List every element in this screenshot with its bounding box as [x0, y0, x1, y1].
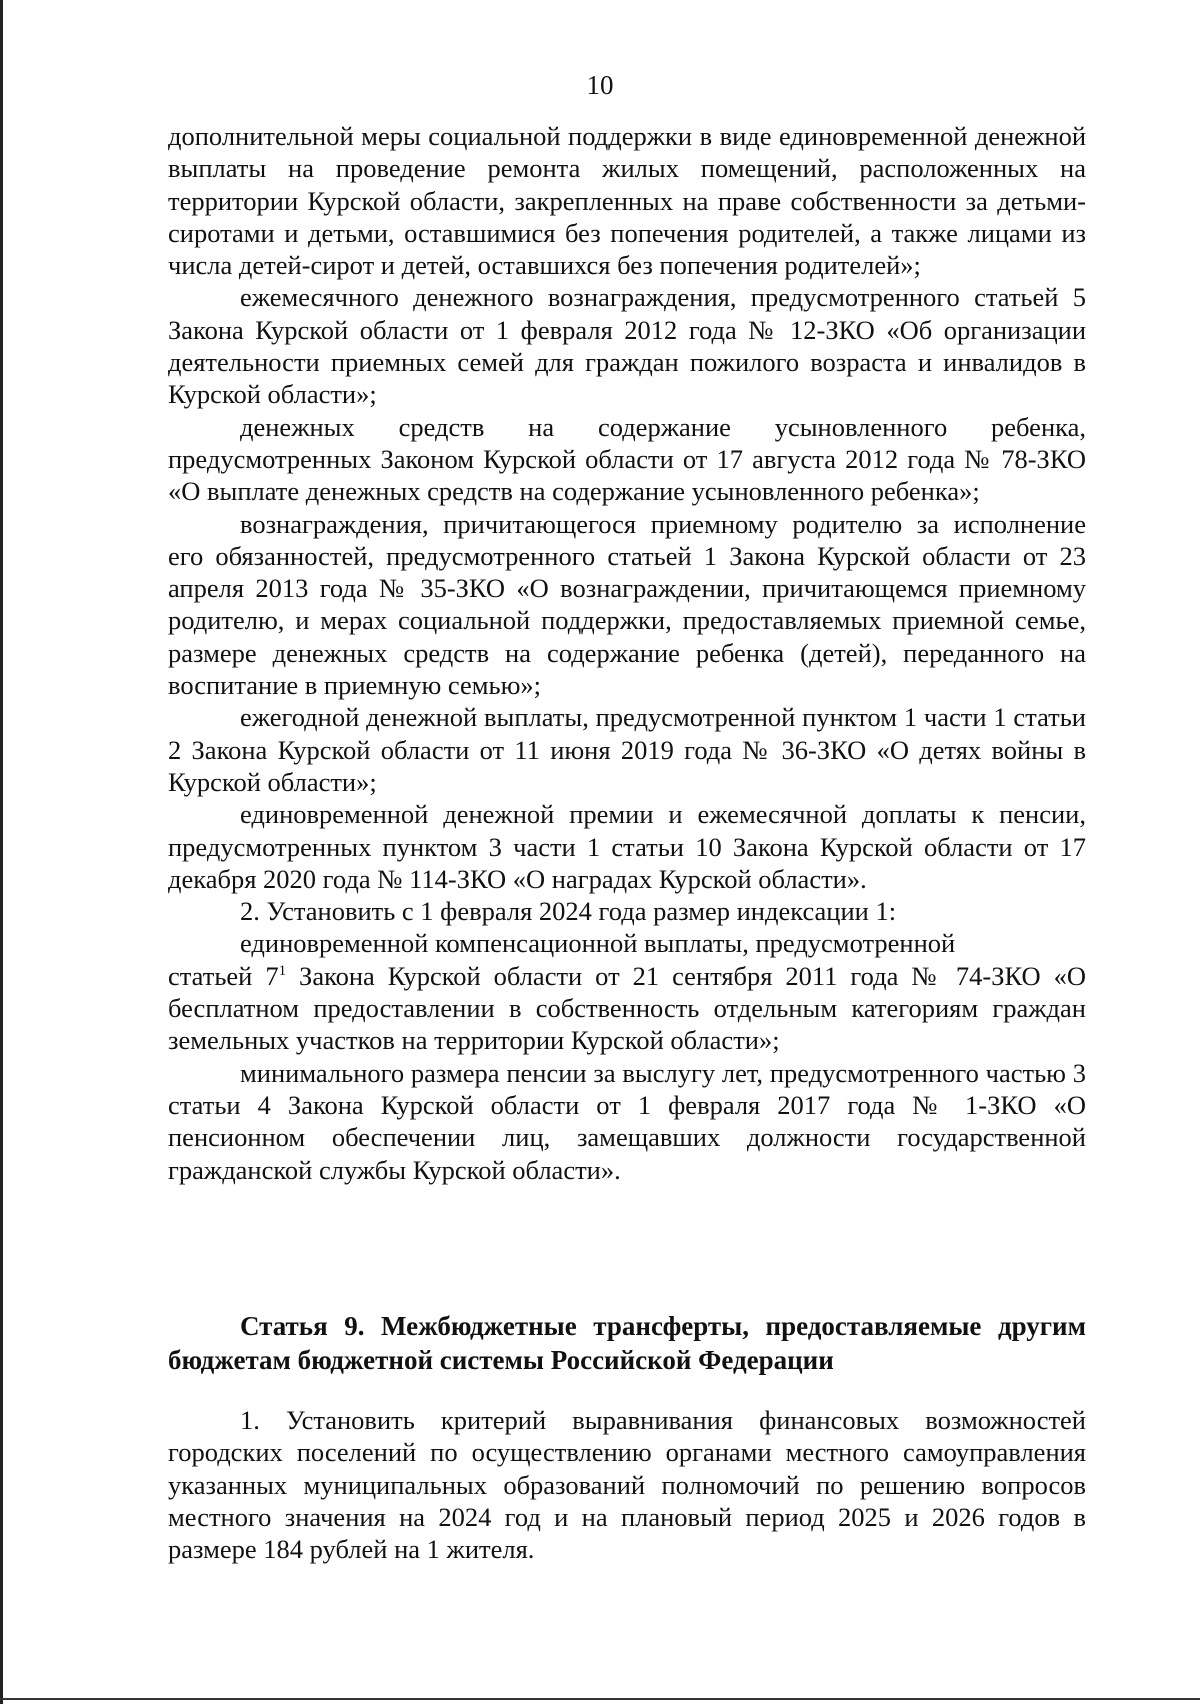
- paragraph-children-of-war: ежегодной денежной выплаты, предусмотренной пунктом 1 части 1 статьи 2 Закона Курской области от 11 июня 2019 года № 36-ЗКО «О детях войны в Курской области»;: [168, 702, 1086, 797]
- article-9-body: [168, 1404, 1086, 1565]
- paragraph-compensation-payment-lead: единовременной компенсационной выплаты, предусмотренной: [240, 928, 956, 959]
- document-body: [168, 120, 1086, 1186]
- page-number: 10: [586, 70, 614, 100]
- paragraph-monthly-remuneration: ежемесячного денежного вознаграждения, предусмотренного статьей 5 Закона Курской области от 1 февраля 2012 года № 12-ЗКО «Об организации деятельности приемных семей для граждан пожилого возраста и инвалидов в Курской области»;: [168, 282, 1086, 410]
- paragraph-awards: единовременной денежной премии и ежемесячной доплаты к пенсии, предусмотренных пунктом 3 части 1 статьи 10 Закона Курской области от 17 декабря 2020 года № 114-ЗКО «О наградах Курской области».: [168, 799, 1086, 894]
- paragraph-land-plots-before: статьей 7: [168, 960, 279, 991]
- paragraph-pension-minimum: минимального размера пенсии за выслугу лет, предусмотренного частью 3 статьи 4 Закона Курской области от 1 февраля 2017 года № 1-ЗКО «О пенсионном обеспечении лиц, замещавших должности государственной гражданской службы Курской области».: [168, 1057, 1086, 1185]
- superscript-article-number: 1: [278, 962, 287, 979]
- paragraph-adopted-child-funds: денежных средств на содержание усыновленного ребенка, предусмотренных Законом Курской области от 17 августа 2012 года № 78-ЗКО «О выплате денежных средств на содержание усыновленного ребенка»;: [168, 411, 1086, 507]
- paragraph-land-plots-after: Закона Курской области от 21 сентября 2011 года № 74-ЗКО «О бесплатном предоставлении в собственность отдельным категориям граждан земельных участков на территории Курской области»;: [168, 960, 1087, 1056]
- scan-edge-left: [0, 0, 3, 1704]
- paragraph-foster-parent-remuneration: вознаграждения, причитающегося приемному родителю за исполнение его обязанностей, предусмотренного статьей 1 Закона Курской области от 23 апреля 2013 года № 35-ЗКО «О вознаграждении, причитающемся приемному родителю, и мерах социальной поддержки, предоставляемых приемной семье, размере денежных средств на содержание ребенка (детей), переданного на воспитание в приемную семью»;: [168, 508, 1086, 701]
- paragraph-continuation: дополнительной меры социальной поддержки в виде единовременной денежной выплаты на проведение ремонта жилых помещений, расположенных на территории Курской области, закрепленных на праве собственности за детьми-сиротами и детьми, оставшимися без попечения родителей, а также лицами из числа детей-сирот и детей, оставшихся без попечения родителей»;: [168, 121, 1086, 281]
- article-9-heading: Статья 9. Межбюджетные трансферты, предоставляемые другим бюджетам бюджетной системы Российской Федерации: [168, 1311, 1086, 1375]
- scan-edge-bottom: [0, 1698, 1200, 1700]
- article-9-paragraph-1: 1. Установить критерий выравнивания финансовых возможностей городских поселений по осуществлению органами местного самоуправления указанных муниципальных образований полномочий по решению вопросов местного значения на 2024 год и на плановый период 2025 и 2026 годов в размере 184 рублей на 1 жителя.: [168, 1405, 1086, 1565]
- paragraph-indexation-clause: 2. Установить с 1 февраля 2024 года размер индексации 1:: [240, 896, 897, 927]
- paragraph-land-plots: [168, 960, 1086, 1057]
